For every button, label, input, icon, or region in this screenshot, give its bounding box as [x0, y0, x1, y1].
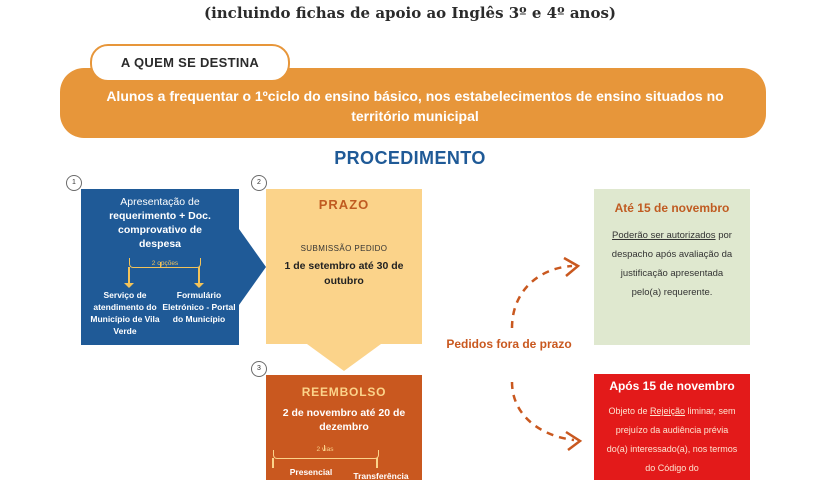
- step-number-1: 1: [66, 175, 82, 191]
- step-2-dates: 1 de setembro até 30 de outubro: [284, 260, 404, 287]
- step-2-subtitle: SUBMISSÃO PEDIDO: [300, 244, 388, 253]
- step-1-line-4: despesa: [138, 238, 182, 250]
- step-2-title: PRAZO: [318, 197, 370, 212]
- before-deadline-body: [606, 226, 738, 302]
- way-a-line: [272, 458, 274, 468]
- option-a-arrowhead: [124, 283, 134, 288]
- step-1-line-2: requerimento + Doc.: [109, 210, 211, 222]
- step-number-3: 3: [251, 361, 267, 377]
- after-deadline-text-post: liminar, sem prejuízo da audiência prévia do(a) interessado(a), nos termos do Código do: [606, 406, 738, 473]
- step-1-arrow: [239, 229, 266, 305]
- option-a-text: Serviço de atendimento do Município de Vila Verde: [90, 290, 160, 336]
- before-deadline-underlined: Poderão ser autorizados: [612, 230, 716, 241]
- before-deadline-title: Até 15 de novembro: [614, 201, 730, 215]
- document-subtitle: (incluindo fichas de apoio ao Inglês 3º e 4º anos): [203, 4, 616, 22]
- after-deadline-body: [604, 402, 740, 478]
- step-3-title: REEMBOLSO: [301, 385, 387, 399]
- late-arrow-down: [512, 382, 574, 440]
- option-b-text: Formulário Eletrónico - Portal do Município: [162, 290, 236, 324]
- way-b-line: [376, 458, 378, 468]
- step-1-line-3: comprovativo de: [117, 224, 203, 236]
- step-1-line-1: Apresentação de: [120, 196, 200, 208]
- late-requests-label: Pedidos fora de prazo: [446, 337, 572, 351]
- way-b-text: Transferência: [353, 471, 409, 481]
- before-deadline-text: por despacho após avaliação da justificação apresentada pelo(a) requerente.: [611, 230, 733, 298]
- ways-label: 2 vias: [316, 446, 334, 453]
- way-a-text: Presencial: [289, 467, 333, 477]
- step-3-dates: 2 de novembro até 20 de dezembro: [282, 407, 406, 433]
- procedure-heading: PROCEDIMENTO: [334, 148, 486, 168]
- step-number-2: 2: [251, 175, 267, 191]
- options-label: 2 opções: [151, 260, 179, 267]
- target-text: Alunos a frequentar o 1ºciclo do ensino básico, nos estabelecimentos de ensino situados no território municipal: [106, 88, 724, 124]
- option-b-arrowhead: [194, 283, 204, 288]
- step-1-title: [91, 195, 229, 251]
- after-deadline-underlined: Rejeição: [649, 406, 686, 416]
- target-label-pill: A QUEM SE DESTINA: [90, 44, 290, 82]
- step-2-arrow: [307, 344, 381, 371]
- late-arrow-up: [512, 266, 572, 328]
- after-deadline-title: Após 15 de novembro: [609, 379, 735, 393]
- after-deadline-text-pre: Objeto de: [608, 406, 648, 416]
